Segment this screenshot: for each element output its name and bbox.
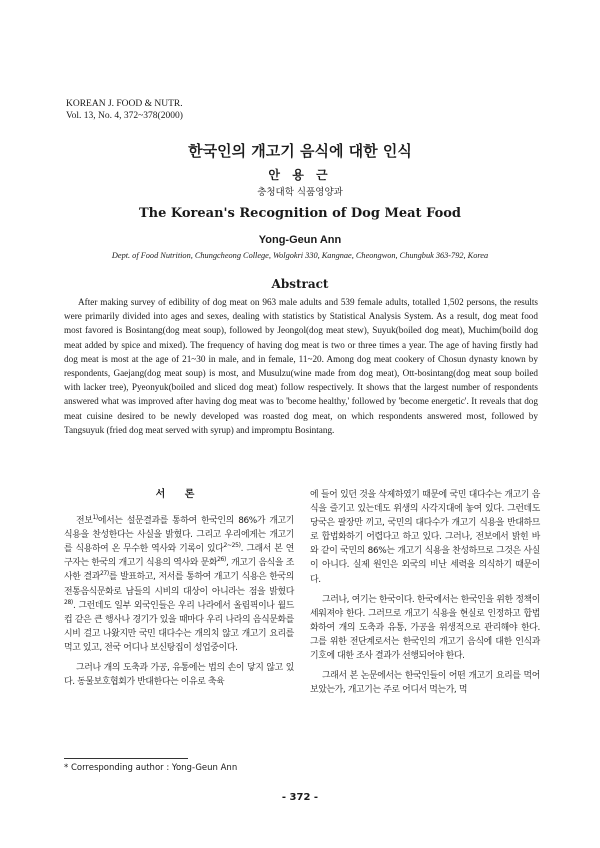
body-paragraph: 그래서 본 논문에서는 한국인들이 어떤 개고기 요리를 먹어 보았는가, 개고기는 주로 어디서 먹는가, 먹 bbox=[310, 671, 540, 696]
body-column-left bbox=[64, 488, 294, 695]
corresponding-author-footnote: * Corresponding author : Yong-Geun Ann bbox=[64, 763, 238, 773]
body-paragraph: 전보$^{1)}$에서는 설문결과를 통하여 한국인의 86%가 개고기 식용을 찬성한다는 사실을 밝혔다. 그리고 우리에게는 개고기를 식용하여 온 무수한 역사와 기록이 있다$^{2\sim 25)}$. 그래서 본 연구자는 한국의 개고기 식용의 역사와 문화$^{26)}$, 개고기 음식을 조사한 결과$^{27)}$를 발표하고, 저서를 통하여 개고기 식용은 한국의 전통음식문화로 남들의 시비의 대상이 아니라는 점을 밝혔다$^{28)}$. 그런데도 일부 외국인들은 우리 나라에서 올림픽이나 월드컵 같은 큰 행사나 경기가 있을 때마다 우리 나라의 음식문화를 시비 걸고 나왔지만 국민 대다수는 개의치 않고 개고기 요리를 먹고 있고, 전국 어디나 보신탕집이 성업중이다. bbox=[64, 514, 294, 653]
abstract-text: After making survey of edibility of dog meat on 963 male adults and 539 female adults, totalled 1,502 persons, the results were primarily divided into ages and sexes, dealing with statistics by Statistical Analysis System. As a result, dog meat food most favored is Bosintang(dog meat soup), followed by Jeongol(dog meat stew), Suyuk(boiled dog meat), Muchim(boild dog meat added by spice and mixed). The frequency of having dog meat is two or three times a year. The age of having firstly had dog meat is most at the age of 21~30 in male, and in female, 11~20. Among dog meat cookery of Chosun dynasty known by respondents, Gaejang(dog meat soup) is most, and Musulzu(wine made from dog meat), Ott-bosintang(dog meat soup boiled with lacker tree), Pyeonyuk(boiled and sliced dog meat) follow respectively. It shows that the largest number of respondents answered what was improved after having dog meat was to 'become healthy,' followed by 'become energetic'. It reveals that dog meat cuisine desired to be newly developed was roasted dog meat, on which respondents answered most, followed by Tangsuyuk (fried dog meat served with syrup) and impromptu Bosintang. bbox=[64, 297, 538, 435]
english-author: Yong-Geun Ann bbox=[258, 234, 342, 246]
body-column-right bbox=[310, 488, 540, 703]
korean-title: 한국인의 개고기 음식에 대한 인식 bbox=[188, 142, 412, 160]
journal-name: KOREAN J. FOOD & NUTR. bbox=[66, 99, 183, 109]
citation-ref: 26) bbox=[217, 556, 226, 564]
section-heading-introduction: 서 론 bbox=[155, 489, 203, 500]
abstract-heading: Abstract bbox=[271, 277, 329, 291]
footnote-divider bbox=[64, 758, 188, 759]
citation-ref: 1) bbox=[92, 514, 98, 522]
english-title: The Korean's Recognition of Dog Meat Food bbox=[138, 206, 462, 221]
body-paragraph: 그러나 개의 도축과 가공, 유통에는 법의 손이 닿지 않고 있다. 동물보호협회가 반대한다는 이유로 축육 bbox=[64, 663, 294, 688]
body-paragraph: 에 들어 있던 것을 삭제하였기 때문에 국민 대다수는 개고기 음식을 즐기고 있는데도 위생의 사각지대에 놓여 있다. 그런데도 당국은 팔장만 끼고, 국민의 대다수가 개고기 식용을 반대하므로 합법화하기 어렵다고 하고 있다. 그러나, 전보에서 밝힌 바와 같이 국민의 86%는 개고기 식용을 찬성하므로 그것은 사실이 아니다. 실제 원인은 외국의 비난 세력을 의식하기 때문이다. bbox=[310, 490, 540, 585]
page-number: - 372 - bbox=[281, 792, 319, 803]
citation-ref: 2~25) bbox=[223, 542, 241, 550]
journal-citation bbox=[66, 98, 183, 122]
english-affiliation: Dept. of Food Nutrition, Chungcheong College, Wolgokri 330, Kangnae, Cheongwon, Chungbuk 363-792, Korea bbox=[111, 251, 489, 260]
citation-ref: 27) bbox=[99, 570, 109, 578]
journal-volume: Vol. 13, No. 4, 372~378(2000) bbox=[66, 111, 183, 121]
korean-affiliation: 충청대학 식품영양과 bbox=[257, 187, 343, 198]
body-paragraph: 그러나, 여기는 한국이다. 한국에서는 한국인을 위한 정책이 세워져야 한다. 그러므로 개고기 식용을 현실로 인정하고 합법화하여 개의 도축과 유통, 가공을 위생적으로 관리해야 한다. 그를 위한 전단계로서는 한국인의 개고기 음식에 대한 인식과 기호에 대한 조사 결과가 선행되어야 한다. bbox=[310, 594, 540, 662]
citation-ref: 28) bbox=[64, 598, 73, 606]
korean-author: 안 용 근 bbox=[268, 168, 332, 182]
